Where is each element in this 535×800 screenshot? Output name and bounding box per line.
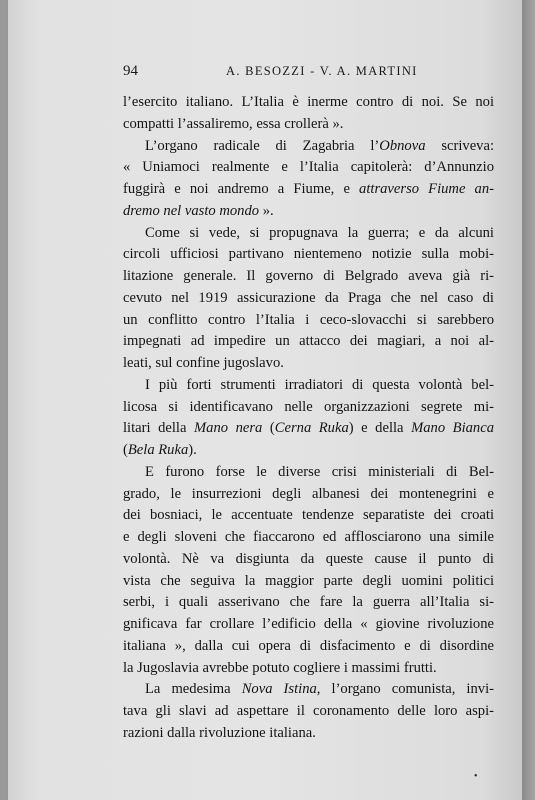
paragraph	[123, 223, 494, 375]
italic-text: Nova Istina,	[241, 681, 321, 698]
text-run: volontà. Nè va disgiunta da queste cause il punto di	[123, 550, 494, 567]
text-run: l’organo comunista, invi-	[320, 681, 494, 698]
italic-text: attraverso Fiume an-	[359, 181, 495, 197]
text-line	[123, 157, 494, 179]
text-run: compatti l’assaliremo, essa crollerà ».	[123, 115, 344, 132]
text-run: fuggirà e noi andremo a Fiume, e	[123, 181, 360, 197]
text-line	[123, 484, 494, 506]
text-run: un conflitto contro l’Italia i ceco-slovacchi si sarebbero	[123, 311, 494, 328]
text-line	[123, 636, 494, 658]
text-line	[123, 179, 494, 201]
italic-text: Obnova	[379, 137, 426, 154]
text-line	[123, 353, 494, 375]
text-line	[123, 527, 494, 549]
text-line	[123, 701, 494, 723]
text-run: serbi, i quali asserivano che fare la guerra all’Italia si-	[123, 594, 494, 611]
paragraph	[123, 136, 494, 223]
italic-text: Bela Ruka	[127, 442, 189, 458]
text-run: (	[123, 442, 128, 458]
text-run: gnificava far crollare l’edificio della « giovine rivoluzione	[123, 616, 494, 632]
text-line	[123, 592, 494, 614]
text-run: cevuto nel 1919 assicurazione da Praga che nel caso di	[123, 289, 494, 306]
italic-text: Mano Bianca	[411, 420, 494, 437]
text-line	[123, 114, 494, 136]
text-run: Come si vede, si propugnava la guerra; e da alcuni	[145, 224, 494, 241]
text-run: La medesima	[145, 681, 242, 698]
paragraph	[123, 375, 494, 462]
text-line	[123, 244, 494, 266]
text-run: « Uniamoci realmente e l’Italia capitolerà: d’Annunzio	[123, 159, 494, 176]
text-run: l’esercito italiano. L’Italia è inerme contro di noi. Se noi	[123, 94, 494, 110]
text-line	[123, 658, 494, 680]
page-number: 94	[123, 63, 138, 79]
text-line	[123, 418, 494, 440]
text-line	[123, 92, 494, 114]
text-run: e degli sloveni che fiaccarono ed afflosciarono una simile	[123, 529, 494, 545]
paragraph	[123, 92, 494, 136]
italic-text: Mano nera	[194, 420, 263, 437]
text-run: L’organo radicale di Zagabria l’	[145, 137, 380, 154]
text-run: vista che seguiva la maggior parte degli uomini politici	[123, 572, 494, 589]
text-line	[123, 723, 494, 745]
text-line	[123, 201, 494, 223]
text-line	[123, 288, 494, 310]
text-run: italiana », dalla cui opera di disfacimento e di disordine	[123, 637, 494, 654]
text-run: circoli ufficiosi partivano nientemeno notizie sulla mobi-	[123, 246, 494, 263]
text-run: leati, sul confine jugoslavo.	[123, 355, 284, 371]
paragraph	[123, 462, 494, 680]
running-head: A. BESOZZI - V. A. MARTINI	[226, 64, 418, 78]
paragraph	[123, 679, 494, 744]
text-run: dei bosniaci, le accentuate tendenze separatiste dei croati	[123, 507, 494, 524]
text-run: E furono forse le diverse crisi ministeriali di Bel-	[145, 463, 494, 480]
italic-text: Cerna Ruka	[274, 420, 349, 437]
text-line	[123, 331, 494, 353]
text-line	[123, 223, 494, 245]
text-line	[123, 440, 494, 462]
text-line	[123, 679, 494, 701]
text-line	[123, 266, 494, 288]
text-run: razioni dalla rivoluzione italiana.	[123, 724, 316, 741]
text-line	[123, 462, 494, 484]
footer-mark: •	[474, 771, 478, 782]
page-edge	[522, 0, 535, 800]
text-line	[123, 136, 494, 158]
text-line	[123, 549, 494, 571]
text-run: impegnati ad impedire un attacco dei magiari, a noi al-	[123, 333, 494, 350]
text-run: licosa si identificavano nelle organizzazioni segrete mi-	[123, 398, 494, 415]
text-run: ».	[259, 202, 274, 219]
text-run: ).	[188, 442, 197, 458]
text-run: la Jugoslavia avrebbe potuto cogliere i massimi frutti.	[123, 659, 437, 676]
text-line	[123, 375, 494, 397]
text-line	[123, 614, 494, 636]
text-run: ) e della	[348, 420, 412, 437]
text-run: I più forti strumenti irradiatori di questa volontà bel-	[145, 376, 494, 393]
body-text	[123, 92, 494, 745]
text-run: litari della	[123, 420, 194, 437]
italic-text: dremo nel vasto mondo	[123, 202, 260, 219]
text-line	[123, 505, 494, 527]
text-line	[123, 571, 494, 593]
page-header	[123, 63, 469, 83]
text-run: (	[262, 420, 275, 437]
text-run: scriveva:	[425, 137, 494, 154]
book-page	[8, 0, 522, 800]
text-run: litazione generale. Il governo di Belgrado aveva già ri-	[123, 268, 494, 284]
text-run: grado, le insurrezioni degli albanesi dei montenegrini e	[123, 485, 494, 502]
text-line	[123, 397, 494, 419]
text-run: tava gli slavi ad aspettare il coronamento delle loro aspi-	[123, 703, 494, 719]
text-line	[123, 310, 494, 332]
